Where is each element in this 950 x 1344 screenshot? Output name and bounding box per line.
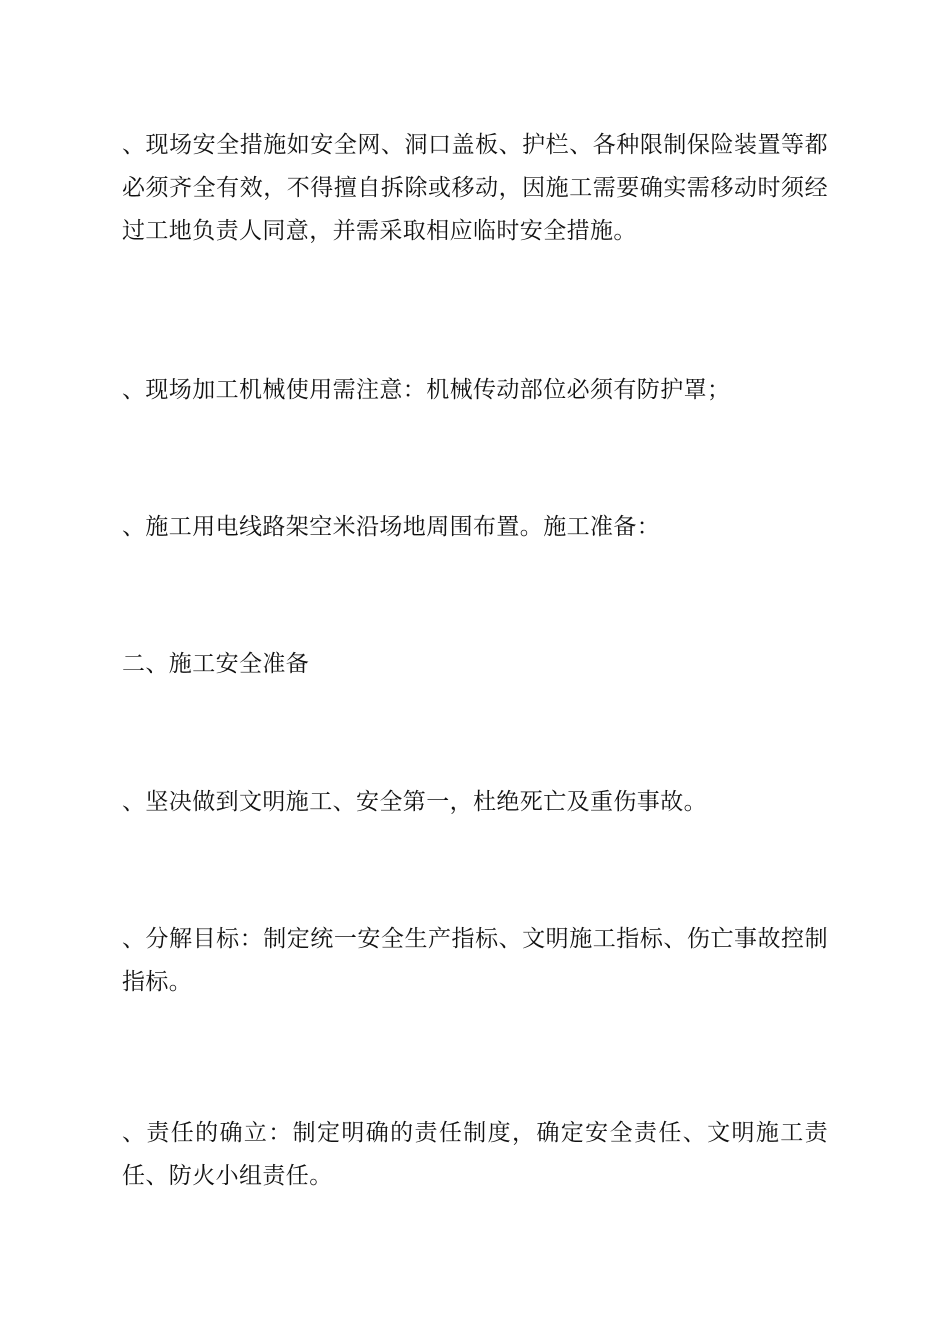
paragraph-civilized-construction: 、坚决做到文明施工、安全第一，杜绝死亡及重伤事故。 [122, 789, 707, 815]
paragraph-power-lines: 、施工用电线路架空米沿场地周围布置。施工准备： [122, 514, 661, 540]
section-heading-safety-preparation: 二、施工安全准备 [122, 651, 310, 677]
paragraph-machinery-usage: 、现场加工机械使用需注意：机械传动部位必须有防护罩； [122, 377, 731, 403]
paragraph-target-breakdown: 、分解目标：制定统一安全生产指标、文明施工指标、伤亡事故控制指标。 [122, 926, 828, 995]
paragraph-safety-measures: 、现场安全措施如安全网、洞口盖板、护栏、各种限制保险装置等都必须齐全有效，不得擅自拆除或移动，因施工需要确实需移动时须经过工地负责人同意，并需采取相应临时安全措施。 [122, 132, 828, 244]
paragraph-responsibility: 、责任的确立：制定明确的责任制度，确定安全责任、文明施工责任、防火小组责任。 [122, 1120, 828, 1189]
